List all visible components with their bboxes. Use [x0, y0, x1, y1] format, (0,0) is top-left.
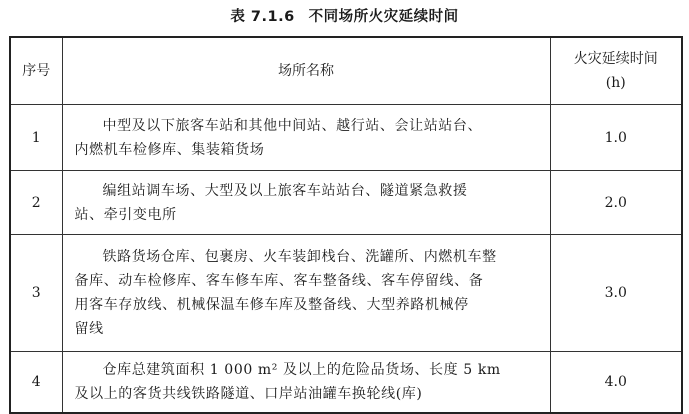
row-duration: 2.0 [550, 171, 682, 235]
row-duration: 3.0 [550, 235, 682, 352]
place-line: 留线 [74, 321, 104, 337]
row-place [62, 235, 550, 352]
place-line: 仓库总建筑面积 1 000 m² 及以上的危险品货场、长度 5 km [102, 361, 501, 378]
table-row [10, 171, 682, 235]
place-line: 中型及以下旅客车站和其他中间站、越行站、会让站站台、 [102, 117, 483, 134]
row-duration: 4.0 [550, 352, 682, 413]
place-line: 内燃机车检修库、集装箱货场 [74, 141, 265, 158]
table-row [10, 105, 682, 171]
header-index: 序号 [10, 37, 62, 105]
row-index: 1 [10, 105, 62, 171]
table-row [10, 352, 682, 413]
header-duration-unit: (h) [605, 75, 626, 91]
row-place [62, 171, 550, 235]
row-index: 3 [10, 235, 62, 352]
table-caption [0, 5, 689, 29]
table-row [10, 235, 682, 352]
header-place: 场所名称 [62, 37, 550, 105]
row-duration: 1.0 [550, 105, 682, 171]
table-caption-title: 不同场所火灾延续时间 [308, 9, 459, 25]
row-place [62, 352, 550, 413]
row-place [62, 105, 550, 171]
place-line: 用客车存放线、机械保温车修车库及整备线、大型养路机械停 [74, 297, 469, 313]
header-duration [550, 37, 682, 105]
table-caption-number: 表 7.1.6 [230, 9, 295, 25]
place-line: 编组站调车场、大型及以上旅客车站站台、隧道紧急救援 [102, 182, 468, 199]
place-line: 站、牵引变电所 [74, 206, 177, 223]
row-index: 4 [10, 352, 62, 413]
place-line: 备库、动车检修库、客车修车库、客车整备线、客车停留线、备 [74, 273, 484, 289]
fire-duration-table [9, 36, 683, 414]
table-header-row [10, 37, 682, 105]
place-line: 铁路货场仓库、包裹房、火车装卸栈台、洗罐所、内燃机车整 [102, 249, 497, 265]
header-duration-label: 火灾延续时间 [573, 51, 658, 67]
place-line: 及以上的客货共线铁路隧道、口岸站油罐车换轮线(库) [74, 385, 423, 402]
row-index: 2 [10, 171, 62, 235]
